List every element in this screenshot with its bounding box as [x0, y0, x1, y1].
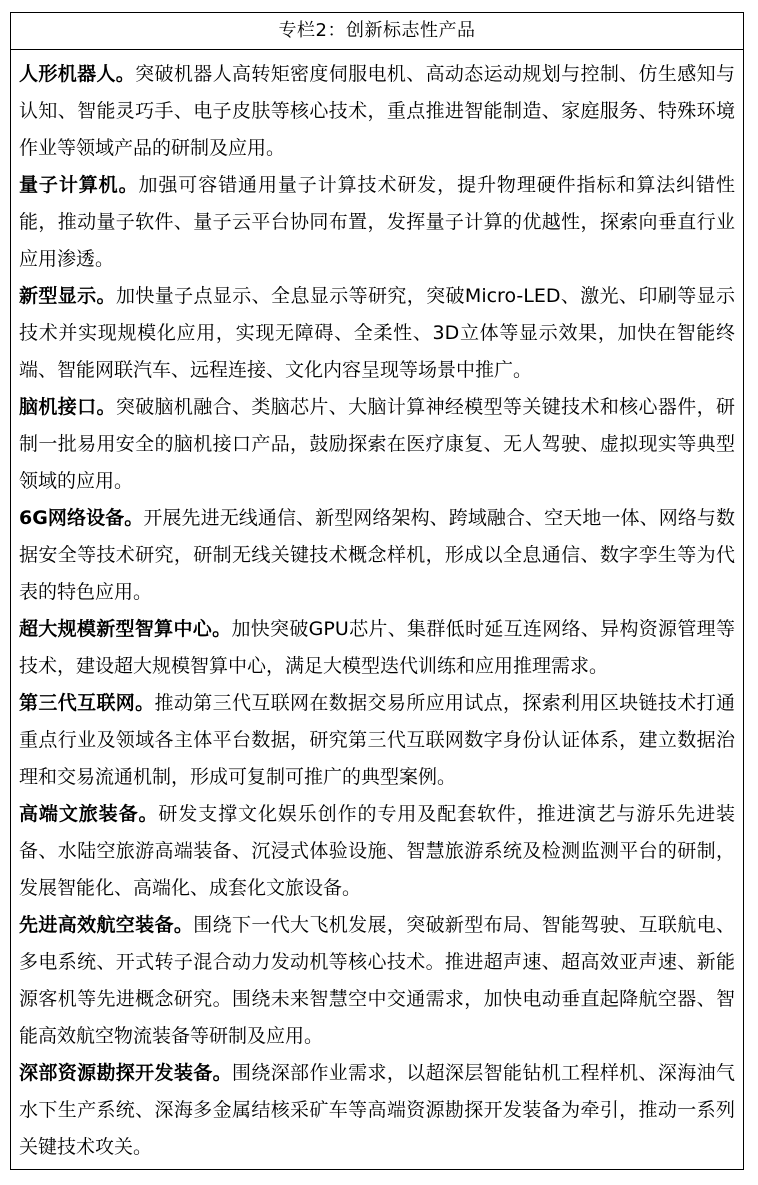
item-list [11, 50, 743, 1166]
item-web3 [19, 685, 735, 796]
item-humanoid-robot [19, 56, 735, 167]
item-text: 加强可容错通用量子计算技术研发，提升物理硬件指标和算法纠错性能，推动量子软件、量子云平台协同布置，发挥量子计算的优越性，探索向垂直行业应用渗透。 [19, 174, 735, 270]
item-name: 深部资源勘探开发装备。 [19, 1062, 232, 1084]
item-name: 先进高效航空装备。 [19, 914, 194, 936]
item-brain-computer-interface [19, 389, 735, 500]
item-text: 开展先进无线通信、新型网络架构、跨域融合、空天地一体、网络与数据安全等技术研究，研制无线关键技术概念样机，形成以全息通信、数字孪生等为代表的特色应用。 [19, 507, 735, 603]
item-name: 脑机接口。 [19, 396, 116, 418]
item-text: 突破脑机融合、类脑芯片、大脑计算神经模型等关键技术和核心器件，研制一批易用安全的脑机接口产品，鼓励探索在医疗康复、无人驾驶、虚拟现实等典型领域的应用。 [19, 396, 735, 492]
item-aviation-equipment [19, 907, 735, 1055]
content-box [10, 12, 744, 1170]
box-title: 专栏2：创新标志性产品 [11, 13, 743, 50]
item-6g-network [19, 500, 735, 611]
item-name: 6G网络设备。 [19, 507, 144, 529]
item-name: 高端文旅装备。 [19, 803, 159, 825]
item-text: 围绕下一代大飞机发展，突破新型布局、智能驾驶、互联航电、多电系统、开式转子混合动力发动机等核心技术。推进超声速、超高效亚声速、新能源客机等先进概念研究。围绕未来智慧空中交通需求，加快电动垂直起降航空器、智能高效航空物流装备等研制及应用。 [19, 914, 735, 1047]
item-text: 加快量子点显示、全息显示等研究，突破Micro-LED、激光、印刷等显示技术并实现规模化应用，实现无障碍、全柔性、3D立体等显示效果，加快在智能终端、智能网联汽车、远程连接、文化内容呈现等场景中推广。 [19, 285, 735, 381]
item-text: 加快突破GPU芯片、集群低时延互连网络、异构资源管理等技术，建设超大规模智算中心，满足大模型迭代训练和应用推理需求。 [19, 618, 735, 677]
item-computing-center [19, 611, 735, 685]
item-name: 超大规模新型智算中心。 [19, 618, 232, 640]
item-text: 围绕深部作业需求，以超深层智能钻机工程样机、深海油气水下生产系统、深海多金属结核采矿车等高端资源勘探开发装备为牵引，推动一系列关键技术攻关。 [19, 1062, 735, 1158]
item-deep-resource-equipment [19, 1055, 735, 1166]
item-text: 推动第三代互联网在数据交易所应用试点，探索利用区块链技术打通重点行业及领域各主体平台数据，研究第三代互联网数字身份认证体系，建立数据治理和交易流通机制，形成可复制可推广的典型案例。 [19, 692, 735, 788]
item-text: 研发支撑文化娱乐创作的专用及配套软件，推进演艺与游乐先进装备、水陆空旅游高端装备、沉浸式体验设施、智慧旅游系统及检测监测平台的研制，发展智能化、高端化、成套化文旅设备。 [19, 803, 735, 899]
item-new-display [19, 278, 735, 389]
item-name: 人形机器人。 [19, 63, 136, 85]
item-name: 量子计算机。 [19, 174, 139, 196]
item-quantum-computer [19, 167, 735, 278]
item-name: 新型显示。 [19, 285, 116, 307]
item-name: 第三代互联网。 [19, 692, 155, 714]
item-culture-tourism-equipment [19, 796, 735, 907]
item-text: 突破机器人高转矩密度伺服电机、高动态运动规划与控制、仿生感知与认知、智能灵巧手、电子皮肤等核心技术，重点推进智能制造、家庭服务、特殊环境作业等领域产品的研制及应用。 [19, 63, 735, 159]
